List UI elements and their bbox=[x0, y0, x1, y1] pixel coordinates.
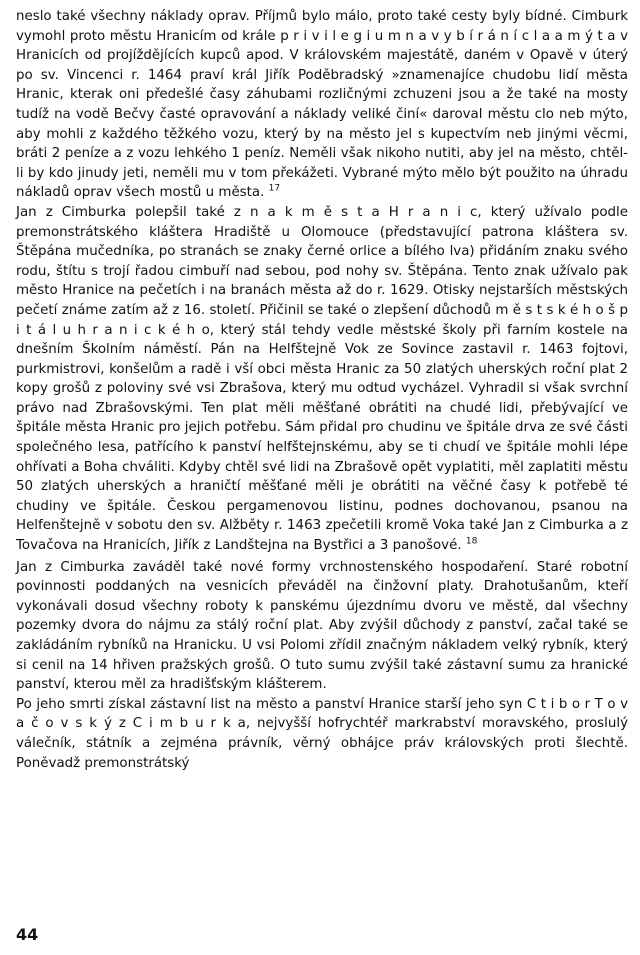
paragraph-4-text: Po jeho smrti získal zástavní list na město a panství Hranice starší jeho syn C t i b o r T o v a č o v s k ý z C i m b u r k a, nejvyšší hofrychtéř markrabství moravského, proslulý válečník, státník a zejména právník, věrný obhájce práv královských proti šlechtě. Poněvadž premonstrátský bbox=[16, 696, 628, 771]
footnote-ref-18: 18 bbox=[465, 536, 478, 547]
page-number: 44 bbox=[16, 925, 39, 944]
paragraph-3 bbox=[16, 558, 628, 695]
footnote-ref-17: 17 bbox=[268, 183, 281, 194]
paragraph-4 bbox=[16, 695, 628, 773]
paragraph-1 bbox=[16, 7, 628, 203]
paragraph-3-text: Jan z Cimburka zaváděl také nové formy vrchnostenského hospodaření. Staré robotní povinnosti poddaných na vesnicích převáděl na činžovní platy. Drahotušanům, kteří vykonávali dosud všechny roboty k panskému újezdnímu dvoru ve městě, dal všechny pozemky dvora do nájmu za stálý roční plat. Aby zvýšil důchody z panství, začal také se zakládáním rybníků na Hranicku. U vsi Polomi zřídil značným nákladem velký rybník, který si cenil na 14 hřiven pražských grošů. O tuto sumu zvýšil také zástavní sumu za hranické panství, kterou měl za hradišťským klášterem. bbox=[16, 559, 628, 693]
paragraph-2 bbox=[16, 203, 628, 556]
paragraph-2-text: Jan z Cimburka polepšil také z n a k m ě s t a H r a n i c, který užívalo podle premonstrátského kláštera Hradiště u Olomouce (představující patrona kláštera sv. Štěpána mučedníka, po stranách se znaky černé orlice a bílého lva) přidáním znaku svého rodu, štítu s trojí řadou cimbuří nad sebou, pod nohy sv. Štěpána. Tento znak užívalo pak město Hranice na pečetích i na branách města až do r. 1629. Otisky nejstarších městských pečetí známe zatím až z 16. století. Přičinil se také o zlepšení důchodů m ě s t s k é h o š p i t á l u h r a n i c k é h o, který stál tehdy vedle městské školy při farním kostele na dnešním Školním náměstí. Pán na Helfštejně Vok ze Sovince zastavil r. 1463 fojtovi, purkmistrovi, konšelům a radě i vší obci města Hranic za 50 zlatých uherských roční plat 2 kopy grošů z poloviny své vsi Zbrašova, který mu odtud vycházel. Vyhradil si však svrchní právo nad Zbrašovskými. Ten plat měli měšťané obrátiti na chudé lidi, přebývající ve špitále města Hranic pro jejich potřebu. Sám přidal pro chudinu ve špitále drva ze své části společného lesa, patřícího k panství helfštejnskému, aby se ti chudí ve špitále mohli lépe ohřívati a Boha chváliti. Kdyby chtěl své lidi na Zbrašově opět vyplatiti, měl zaplatiti městu 50 zlatých uherských a hraničtí měšťané měli je obrátiti na věčné časy k potřebě té chudiny ve špitále. Českou pergamenovou listinu, podnes dochovanou, psanou na Helfenštejně v sobotu den sv. Alžběty r. 1463 zpečetili kromě Voka také Jan z Cimburka a z Tovačova na Hranicích, Jiřík z Landštejna na Bystřici a 3 panošové. bbox=[16, 204, 628, 554]
paragraph-1-text: neslo také všechny náklady oprav. Příjmů bylo málo, proto také cesty byly bídné. Cimburk vymohl proto městu Hranicím od krále p r i v i l e g i u m n a v y b í r á n í c l a a m ý t a v Hranicích od projíždějících kupců apod. V královském majestátě, daném v Opavě v úterý po sv. Vincenci r. 1464 praví král Jiřík Poděbradský »znamenajíce chudobu lidí města Hranic, kterak oni předešlé časy záhubami rozličnými zchuzeni jsou a že také na mosty tudíž na vodě Bečvy časté opravování a náklady veliké činí« daroval městu clo neb mýto, aby mohli z každého těžkého vozu, který by na město jel s kupectvím neb jinými věcmi, bráti 2 peníze a z vozu lehkého 1 peníz. Neměli však nikoho nutiti, aby jel na město, chtěl-li by kdo jinudy jeti, neměli mu v tom překážeti. Vybrané mýto mělo být použito na úhradu nákladů oprav všech mostů u města. bbox=[16, 9, 628, 201]
